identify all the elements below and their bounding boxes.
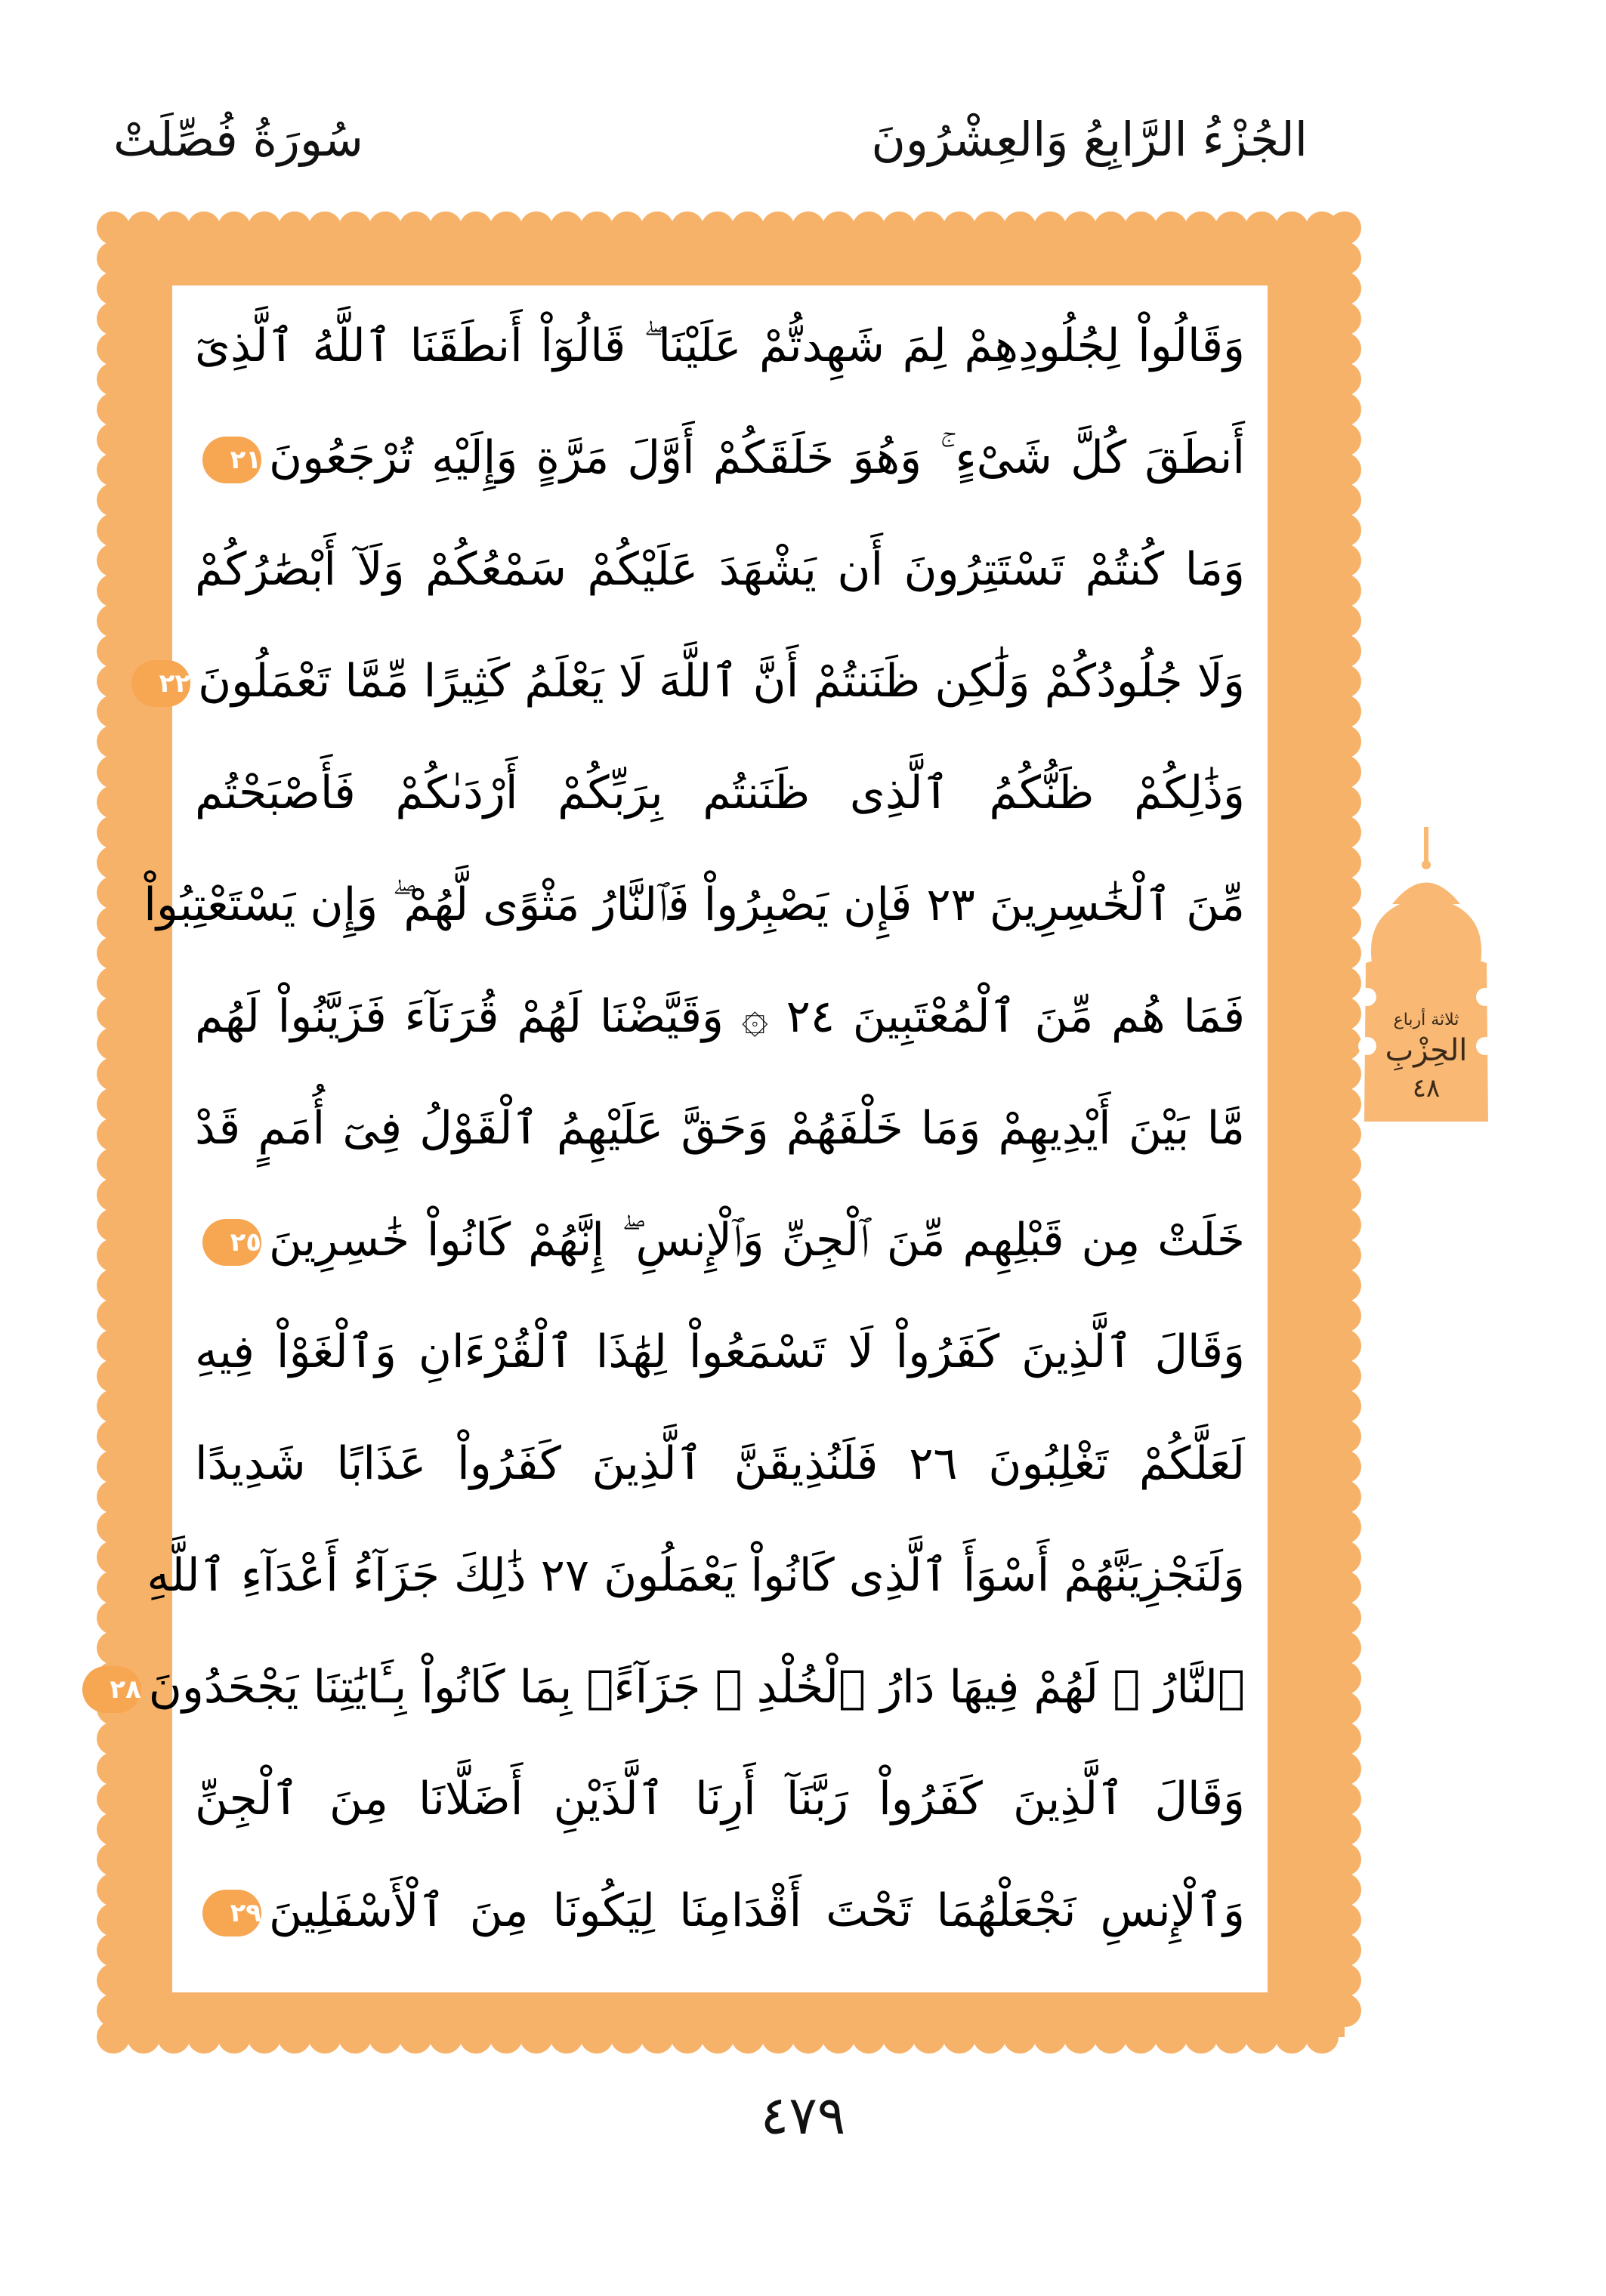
hizb-fraction: ثلاثة أرباع <box>1393 1011 1459 1029</box>
verse-text: فَمَا هُم مِّنَ ٱلْمُعْتَبِينَ ٢٤ ۞ وَقَيَّضْنَا لَهُمْ قُرَنَآءَ فَزَيَّنُواْ لَهُم <box>195 990 1245 1043</box>
verse-text: وَقَالَ ٱلَّذِينَ كَفَرُواْ رَبَّنَآ أَرِنَا ٱلَّذَيْنِ أَضَلَّانَا مِنَ ٱلْجِنِّ <box>195 1773 1245 1825</box>
verse-line <box>195 293 1245 399</box>
verse-line <box>195 1299 1245 1405</box>
ayah-number-marker: ٢٨ <box>82 1666 141 1713</box>
verse-text: وَٱلْإِنسِ نَجْعَلْهُمَا تَحْتَ أَقْدَامِنَا لِيَكُونَا مِنَ ٱلْأَسْفَلِينَ <box>269 1884 1245 1937</box>
page-number: ٤٧٩ <box>760 2085 846 2146</box>
verse-line <box>195 1411 1245 1517</box>
verse-text: وَقَالُواْ لِجُلُودِهِمْ لِمَ شَهِدتُّمْ عَلَيْنَا ۖ قَالُوٓاْ أَنطَقَنَا ٱللَّهُ ٱلَّذِىٓ <box>195 319 1245 372</box>
verse-line <box>195 1746 1245 1852</box>
verse-line <box>195 1075 1245 1181</box>
quran-text-panel <box>110 285 1268 1992</box>
verse-text: وَقَالَ ٱلَّذِينَ كَفَرُواْ لَا تَسْمَعُواْ لِهَٰذَا ٱلْقُرْءَانِ وَٱلْغَوْاْ فِيهِ <box>195 1325 1245 1378</box>
verse-line <box>195 517 1245 622</box>
verse-line <box>195 964 1245 1069</box>
verse-line <box>110 1634 1245 1740</box>
hizb-label: الحِزْبِ <box>1385 1033 1468 1068</box>
verse-line <box>195 1858 1245 1964</box>
verse-text: وَذَٰلِكُمْ ظَنُّكُمُ ٱلَّذِى ظَنَنتُم بِرَبِّكُمْ أَرْدَىٰكُمْ فَأَصْبَحْتُم <box>195 767 1245 819</box>
verse-line <box>147 1523 1245 1628</box>
ayah-number-marker: ٢٢ <box>131 660 190 707</box>
hizb-badge <box>1351 819 1502 1122</box>
verse-line <box>195 740 1245 846</box>
ayah-number-marker: ٢١ <box>202 437 261 483</box>
verse-line <box>195 405 1245 511</box>
verse-text: وَلَنَجْزِيَنَّهُمْ أَسْوَأَ ٱلَّذِى كَانُواْ يَعْمَلُونَ ٢٧ ذَٰلِكَ جَزَآءُ أَعْدَآءِ ٱللَّهِ <box>147 1549 1245 1602</box>
verse-text: مِّنَ ٱلْخَٰسِرِينَ ٢٣ فَإِن يَصْبِرُواْ فَٱلنَّارُ مَثْوًى لَّهُمْ ۖ وَإِن يَسْتَعْتِبُواْ <box>144 878 1245 931</box>
juz-title: الجُزْءُ الرَّابِعُ وَالعِشْرُونَ <box>871 112 1308 167</box>
ayah-number-marker: ٢٩ <box>202 1890 261 1936</box>
surah-title: سُورَةُ فُصِّلَتْ <box>113 112 363 167</box>
verse-text: وَلَا جُلُودُكُمْ وَلَٰكِن ظَنَنتُمْ أَنَّ ٱللَّهَ لَا يَعْلَمُ كَثِيرًا مِّمَّا تَعْمَلُونَ <box>198 655 1245 708</box>
hizb-number: ٤٨ <box>1412 1073 1441 1103</box>
verse-text: لَعَلَّكُمْ تَغْلِبُونَ ٢٦ فَلَنُذِيقَنَّ ٱلَّذِينَ كَفَرُواْ عَذَابًا شَدِيدًا <box>195 1437 1245 1490</box>
verse-text: ٱلنَّارُ ۖ لَهُمْ فِيهَا دَارُ ٱلْخُلْدِ ۖ جَزَآءًۢ بِمَا كَانُواْ بِـَٔايَٰتِنَا يَجْحَدُونَ <box>148 1661 1245 1714</box>
verse-text: وَمَا كُنتُمْ تَسْتَتِرُونَ أَن يَشْهَدَ عَلَيْكُمْ سَمْعُكُمْ وَلَآ أَبْصَٰرُكُمْ <box>195 543 1245 596</box>
verse-line <box>159 628 1245 734</box>
verse-text: مَّا بَيْنَ أَيْدِيهِمْ وَمَا خَلْفَهُمْ وَحَقَّ عَلَيْهِمُ ٱلْقَوْلُ فِىٓ أُمَمٍ قَدْ <box>195 1102 1245 1155</box>
ayah-number-marker: ٢٥ <box>202 1219 261 1266</box>
verse-line <box>144 852 1245 958</box>
verse-text: أَنطَقَ كُلَّ شَىْءٍ ۚ وَهُوَ خَلَقَكُمْ أَوَّلَ مَرَّةٍ وَإِلَيْهِ تُرْجَعُونَ <box>269 431 1245 484</box>
verse-line <box>195 1187 1245 1293</box>
verse-text: خَلَتْ مِن قَبْلِهِم مِّنَ ٱلْجِنِّ وَٱلْإِنسِ ۖ إِنَّهُمْ كَانُواْ خَٰسِرِينَ <box>269 1214 1245 1267</box>
